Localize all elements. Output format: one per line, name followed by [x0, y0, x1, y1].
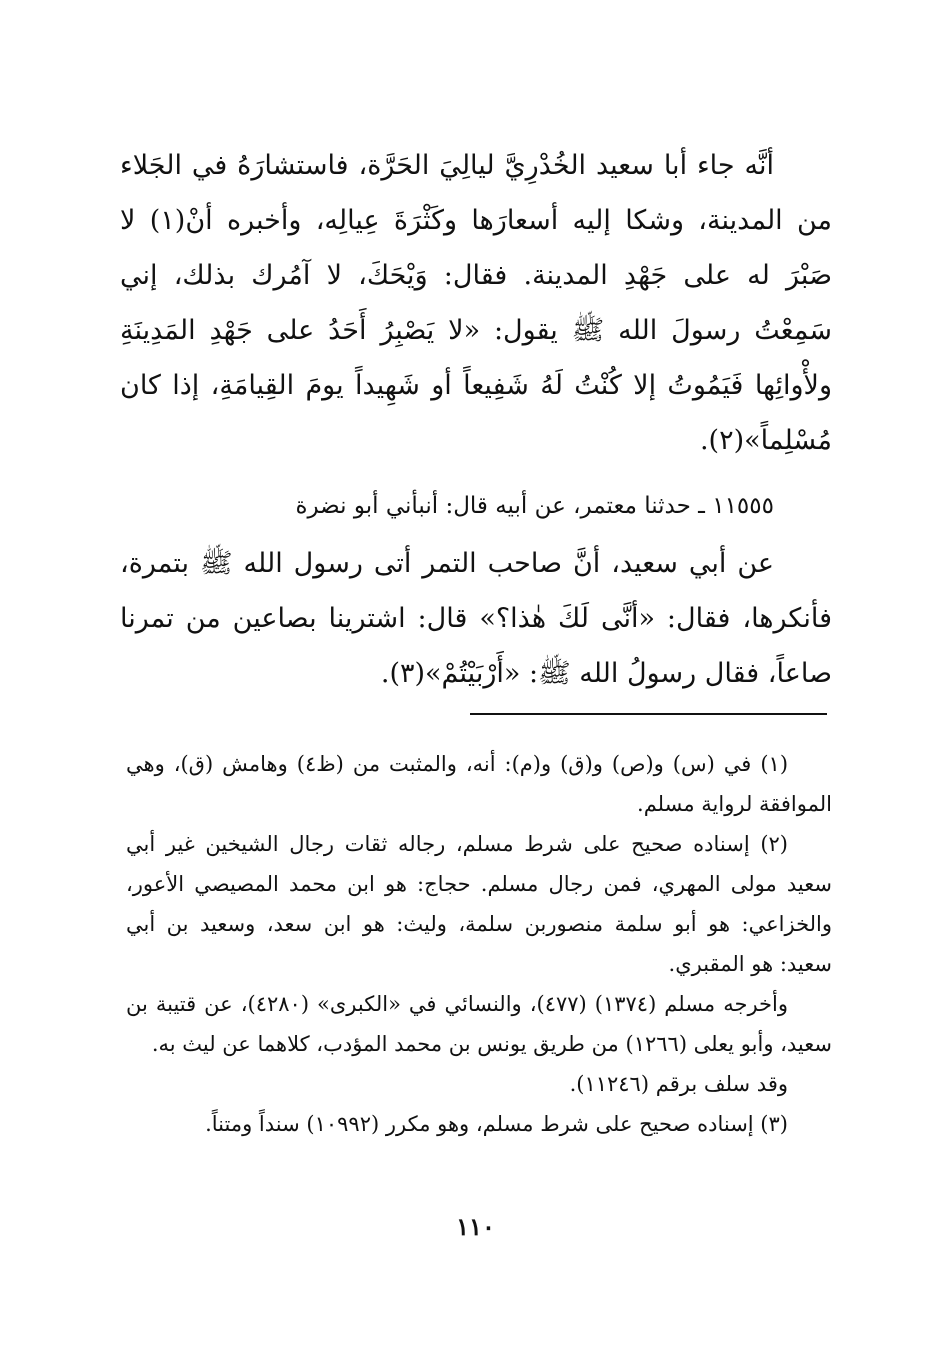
- footnote-3: (٣) إسناده صحيح على شرط مسلم، وهو مكرر (١٠٩٩٢) سنداً ومتناً.: [205, 1112, 788, 1136]
- footnote-divider: [470, 713, 827, 715]
- page-number: ١١٠: [456, 1212, 495, 1241]
- main-paragraph-2: عن أبي سعيد، أنَّ صاحب التمر أتى رسول الله ﷺ بتمرة، فأنكرها، فقال: «أنَّى لَكَ هٰذا؟» قال: اشترينا بصاعين من تمرنا صاعاً، فقال رسولُ الله ﷺ: «أَرْبَيْتُمْ»(٣).: [120, 548, 832, 689]
- footnote-1: (١) في (س) و(ص) و(ق) و(م): أنه، والمثبت من (ظ٤) وهامش (ق)، وهي الموافقة لرواية مسلم.: [126, 752, 832, 816]
- hadith-number-line: ١١٥٥٥ ـ حدثنا معتمر، عن أبيه قال: أنبأني أبو نضرة: [295, 493, 774, 519]
- main-paragraph-1: أنَّه جاء أبا سعيد الخُدْرِيَّ ليالِيَ الحَرَّة، فاستشارَهُ في الجَلاء من المدينة، وشكا إليه أسعارَها وكَثْرَةَ عِيالِه، وأخبره أنْ(١) لا صَبْرَ له على جَهْدِ المدينة. فقال: وَيْحَكَ، لا آمُرك بذلك، إني سَمِعْتُ رسولَ الله ﷺ يقول: «لا يَصْبِرُ أَحَدُ على جَهْدِ المَدِينَةِ ولأْوائِها فَيَمُوتُ إلا كُنْتُ لَهُ شَفِيعاً أو شَهِيداً يومَ القِيامَةِ، إذا كان مُسْلِماً»(٢).: [120, 150, 833, 456]
- footnote-2-continued: وأخرجه مسلم (١٣٧٤) (٤٧٧)، والنسائي في «الكبرى» (٤٢٨٠)، عن قتيبة بن سعيد، وأبو يعلى (١٢٦٦) من طريق يونس بن محمد المؤدب، كلاهما عن ليث به.: [126, 992, 832, 1056]
- footnote-2: (٢) إسناده صحيح على شرط مسلم، رجاله ثقات رجال الشيخين غير أبي سعيد مولى المهري، فمن رجال مسلم. حجاج: هو ابن محمد المصيصي الأعور، والخزاعي: هو أبو سلمة منصوربن سلمة، وليث: هو ابن سعد، وسعيد بن أبي سعيد: هو المقبري.: [126, 832, 832, 976]
- footnotes-block: [126, 744, 832, 1144]
- main-text-block: [120, 138, 832, 701]
- footnote-2-reference: وقد سلف برقم (١١٢٤٦).: [569, 1072, 788, 1096]
